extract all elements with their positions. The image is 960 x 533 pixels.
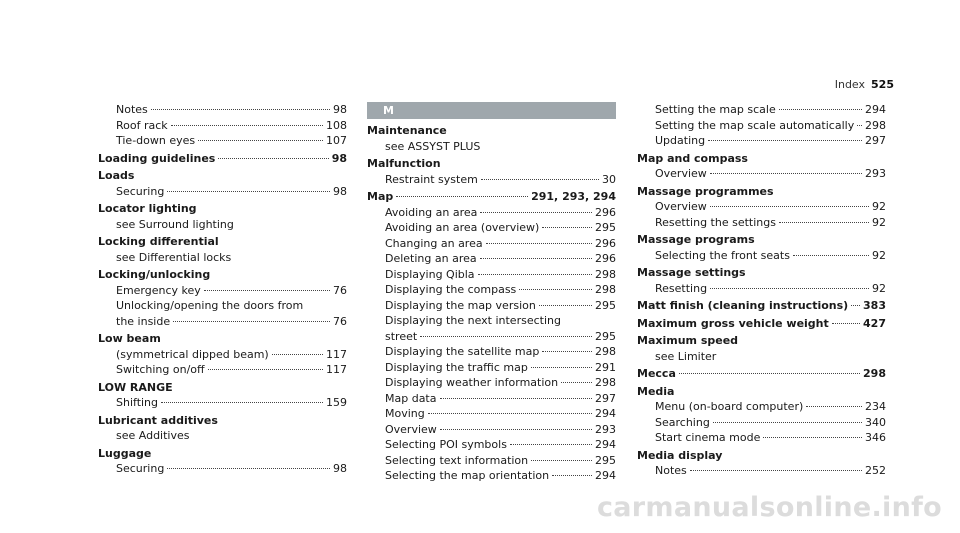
dot-leader (486, 243, 592, 244)
index-heading (637, 151, 886, 167)
index-heading (637, 265, 886, 281)
page-reference: 296 (595, 236, 616, 250)
index-entry (98, 446, 347, 479)
index-subentry (637, 349, 886, 365)
dot-leader (208, 369, 323, 370)
heading-text: Massage programmes (637, 184, 774, 198)
entry-text: Selecting POI symbols (385, 438, 507, 451)
index-subentry (637, 102, 886, 118)
dot-leader (151, 109, 330, 110)
index-column-1 (98, 102, 347, 479)
entry-text: Resetting (655, 281, 708, 295)
entry-text: Start cinema mode (655, 431, 761, 444)
index-heading (367, 189, 616, 205)
index-entry (98, 102, 347, 151)
index-entry (98, 234, 347, 267)
index-heading (98, 168, 347, 184)
index-entry (637, 265, 886, 298)
index-subentry (367, 437, 616, 453)
index-heading (637, 316, 886, 332)
page-reference: 92 (872, 200, 886, 213)
heading-text: Loads (98, 169, 135, 182)
index-entry (637, 366, 886, 384)
index-subentry (367, 422, 616, 438)
page-reference: 383 (863, 299, 886, 312)
dot-leader (510, 444, 592, 445)
page-reference: 340 (865, 415, 886, 429)
page-reference: 92 (872, 281, 886, 295)
index-column-3 (637, 102, 886, 481)
index-entry (98, 151, 347, 169)
index-entry (367, 156, 616, 189)
index-entry (637, 384, 886, 448)
index-subentry (98, 362, 347, 378)
entry-text: Displaying the next intersecting (385, 314, 561, 327)
index-subentry (367, 313, 616, 329)
entry-text: Selecting the front seats (655, 248, 790, 262)
index-heading (98, 413, 347, 429)
page-reference: 295 (595, 221, 616, 234)
index-subentry (637, 281, 886, 297)
index-subentry (367, 344, 616, 360)
entry-text: see Surround lighting (116, 217, 234, 231)
heading-text: Loading guidelines (98, 151, 216, 165)
index-subentry (98, 461, 347, 477)
page-header (835, 78, 894, 91)
index-heading (637, 448, 886, 464)
entry-text: Setting the map scale (655, 103, 776, 116)
entry-text: Searching (655, 415, 710, 429)
index-heading (637, 384, 886, 400)
dot-leader (857, 125, 862, 126)
dot-leader (542, 227, 592, 228)
index-subentry (98, 298, 347, 314)
heading-text: Massage programs (637, 233, 755, 246)
index-subentry (367, 139, 616, 155)
page-reference: 296 (595, 252, 616, 265)
dot-leader (806, 406, 862, 407)
entry-text: Displaying the compass (385, 283, 517, 296)
dot-leader (420, 336, 592, 337)
index-entry (637, 102, 886, 151)
dot-leader (519, 289, 592, 290)
heading-text: Maintenance (367, 124, 447, 137)
index-subentry (367, 251, 616, 267)
heading-text: LOW RANGE (98, 380, 173, 394)
dot-leader (440, 429, 592, 430)
page-reference: 98 (331, 151, 347, 165)
index-heading (637, 298, 886, 314)
index-heading (98, 446, 347, 462)
index-heading (637, 184, 886, 200)
index-subentry (637, 215, 886, 231)
heading-text: Locking differential (98, 235, 219, 248)
heading-text: Mecca (637, 367, 676, 380)
index-entry (98, 331, 347, 380)
dot-leader (713, 422, 862, 423)
entry-text: Avoiding an area (overview) (385, 221, 540, 234)
dot-leader (396, 196, 528, 197)
page-reference: 76 (333, 314, 347, 328)
dot-leader (763, 437, 862, 438)
dot-leader (428, 413, 592, 414)
heading-text: Malfunction (367, 157, 441, 170)
page-number: 525 (871, 78, 894, 91)
dot-leader (531, 460, 592, 461)
dot-leader (440, 398, 593, 399)
heading-text: Matt finish (cleaning instructions) (637, 299, 849, 312)
entry-text: Setting the map scale automatically (655, 118, 855, 132)
entry-text: Moving (385, 407, 425, 420)
dot-leader (832, 323, 860, 324)
entry-text: Deleting an area (385, 252, 477, 265)
index-heading (98, 380, 347, 396)
page-reference: 293 (595, 422, 616, 436)
dot-leader (542, 351, 592, 352)
entry-text: Overview (655, 167, 707, 180)
watermark: carmanualsonline.info (596, 492, 942, 523)
page-reference: 291, 293, 294 (531, 190, 616, 203)
dot-leader (480, 212, 592, 213)
page-reference: 76 (333, 283, 347, 297)
dot-leader (481, 179, 599, 180)
index-subentry (98, 217, 347, 233)
index-subentry (367, 329, 616, 345)
index-subentry (637, 415, 886, 431)
entry-text: Unlocking/opening the doors from (116, 299, 304, 312)
page-reference: 298 (595, 376, 616, 389)
index-subentry (637, 166, 886, 182)
dot-leader (218, 158, 328, 159)
entry-text: Notes (116, 103, 148, 116)
heading-text: Maximum speed (637, 334, 739, 347)
entry-text: the inside (116, 314, 171, 328)
index-subentry (98, 250, 347, 266)
index-subentry (367, 375, 616, 391)
index-subentry (98, 133, 347, 149)
index-subentry (637, 133, 886, 149)
dot-leader (679, 373, 860, 374)
page-reference: 295 (595, 329, 616, 343)
page-reference: 98 (333, 184, 347, 198)
index-entry (98, 267, 347, 331)
entry-text: (symmetrical dipped beam) (116, 347, 269, 361)
index-subentry (367, 468, 616, 484)
entry-text: Displaying the traffic map (385, 360, 528, 374)
dot-leader (710, 288, 869, 289)
entry-text: see Limiter (655, 349, 717, 363)
index-entry (98, 413, 347, 446)
page-reference: 296 (595, 205, 616, 219)
section-title: Index (834, 78, 866, 91)
page-reference: 295 (595, 298, 616, 312)
index-entry (637, 448, 886, 481)
index-heading (98, 331, 347, 347)
page-reference: 252 (865, 464, 886, 477)
page-reference: 346 (865, 431, 886, 444)
dot-leader (204, 290, 330, 291)
heading-text: Media (637, 384, 675, 398)
entry-text: Switching on/off (116, 363, 205, 376)
index-subentry (367, 172, 616, 188)
page-reference: 298 (595, 267, 616, 281)
index-entry (637, 184, 886, 233)
heading-text: Locator lighting (98, 202, 197, 215)
dot-leader (710, 206, 869, 207)
dot-leader (710, 173, 862, 174)
heading-text: Massage settings (637, 266, 746, 279)
heading-text: Maximum gross vehicle weight (637, 316, 829, 330)
index-entry (367, 189, 616, 486)
page-reference: 92 (872, 248, 886, 262)
index-entry (98, 380, 347, 413)
entry-text: Notes (655, 464, 687, 477)
page-reference: 30 (602, 172, 616, 186)
index-subentry (98, 314, 347, 330)
page-reference: 159 (326, 396, 347, 409)
page-reference: 427 (863, 316, 886, 330)
index-heading (637, 333, 886, 349)
index-subentry (98, 283, 347, 299)
entry-text: see ASSYST PLUS (385, 139, 481, 153)
heading-text: Map (367, 190, 394, 203)
entry-text: Overview (385, 422, 437, 436)
index-subentry (98, 184, 347, 200)
dot-leader (552, 475, 592, 476)
index-subentry (367, 298, 616, 314)
dot-leader (167, 191, 330, 192)
index-entry (637, 316, 886, 334)
index-subentry (637, 399, 886, 415)
dot-leader (779, 109, 862, 110)
index-entry (637, 232, 886, 265)
index-column-2 (367, 102, 616, 486)
dot-leader (793, 255, 869, 256)
index-subentry (98, 428, 347, 444)
index-subentry (367, 391, 616, 407)
entry-text: Securing (116, 462, 165, 475)
entry-text: Menu (on-board computer) (655, 400, 804, 413)
page-reference: 98 (333, 103, 347, 116)
entry-text: Securing (116, 184, 165, 198)
page-reference: 298 (863, 367, 886, 380)
page-reference: 117 (326, 347, 347, 361)
page-reference: 117 (326, 363, 347, 376)
index-subentry (637, 199, 886, 215)
page-reference: 234 (865, 400, 886, 413)
entry-text: Roof rack (116, 118, 168, 132)
index-heading (98, 201, 347, 217)
index-subentry (98, 102, 347, 118)
dot-leader (161, 402, 323, 403)
index-subentry (637, 118, 886, 134)
page-reference: 295 (595, 453, 616, 467)
dot-leader (708, 140, 862, 141)
index-subentry (637, 463, 886, 479)
page-reference: 298 (865, 118, 886, 132)
dot-leader (539, 305, 592, 306)
dot-leader (171, 125, 323, 126)
index-entry (637, 151, 886, 184)
entry-text: Restraint system (385, 172, 478, 186)
entry-text: Emergency key (116, 283, 201, 297)
index-entry (637, 333, 886, 366)
page-reference: 107 (326, 134, 347, 147)
index-heading (637, 232, 886, 248)
heading-text: Lubricant additives (98, 413, 218, 427)
index-subentry (367, 205, 616, 221)
page-reference: 92 (872, 215, 886, 229)
heading-text: Map and compass (637, 151, 748, 165)
entry-text: Displaying weather information (385, 376, 559, 389)
letter-section-header: M (367, 102, 616, 119)
dot-leader (478, 274, 592, 275)
entry-text: Shifting (116, 396, 159, 409)
page-reference: 294 (595, 407, 616, 420)
index-heading (98, 151, 347, 167)
entry-text: Displaying Qibla (385, 267, 475, 281)
index-subentry (367, 453, 616, 469)
page-reference: 293 (865, 167, 886, 180)
index-subentry (367, 236, 616, 252)
index-heading (98, 234, 347, 250)
entry-text: Changing an area (385, 236, 483, 250)
page-reference: 291 (595, 360, 616, 374)
entry-text: Updating (655, 134, 706, 147)
page-reference: 298 (595, 345, 616, 358)
index-entry (367, 123, 616, 156)
heading-text: Luggage (98, 446, 152, 460)
dot-leader (198, 140, 323, 141)
index-heading (367, 156, 616, 172)
dot-leader (173, 321, 330, 322)
entry-text: see Differential locks (116, 250, 232, 264)
index-subentry (367, 220, 616, 236)
heading-text: Locking/unlocking (98, 268, 211, 281)
index-subentry (98, 118, 347, 134)
page-reference: 98 (333, 462, 347, 475)
entry-text: Displaying the map version (385, 298, 536, 312)
dot-leader (851, 305, 860, 306)
dot-leader (167, 468, 330, 469)
entry-text: Displaying the satellite map (385, 345, 540, 358)
page-reference: 294 (595, 469, 616, 482)
index-subentry (367, 360, 616, 376)
dot-leader (480, 258, 592, 259)
entry-text: Map data (385, 391, 437, 405)
index-entry (637, 298, 886, 316)
dot-leader (272, 354, 323, 355)
index-entry (98, 168, 347, 201)
index-heading (367, 123, 616, 139)
entry-text: Resetting the settings (655, 215, 776, 229)
page-reference: 294 (595, 438, 616, 451)
index-subentry (367, 406, 616, 422)
dot-leader (561, 382, 592, 383)
entry-text: Overview (655, 200, 707, 213)
page-reference: 297 (595, 391, 616, 405)
index-heading (637, 366, 886, 382)
page-reference: 294 (865, 103, 886, 116)
dot-leader (531, 367, 592, 368)
index-subentry (98, 347, 347, 363)
index-subentry (637, 430, 886, 446)
entry-text: Selecting text information (385, 453, 529, 467)
index-subentry (367, 267, 616, 283)
index-heading (98, 267, 347, 283)
entry-text: street (385, 329, 418, 343)
entry-text: Selecting the map orientation (385, 469, 550, 482)
index-subentry (98, 395, 347, 411)
dot-leader (690, 470, 862, 471)
index-subentry (637, 248, 886, 264)
entry-text: Tie-down eyes (116, 134, 196, 147)
entry-text: see Additives (116, 429, 190, 442)
entry-text: Avoiding an area (385, 205, 478, 219)
index-subentry (367, 282, 616, 298)
page-reference: 298 (595, 283, 616, 296)
page-reference: 108 (326, 118, 347, 132)
page-reference: 297 (865, 134, 886, 147)
heading-text: Media display (637, 448, 723, 462)
heading-text: Low beam (98, 332, 161, 345)
dot-leader (779, 222, 869, 223)
index-entry (98, 201, 347, 234)
